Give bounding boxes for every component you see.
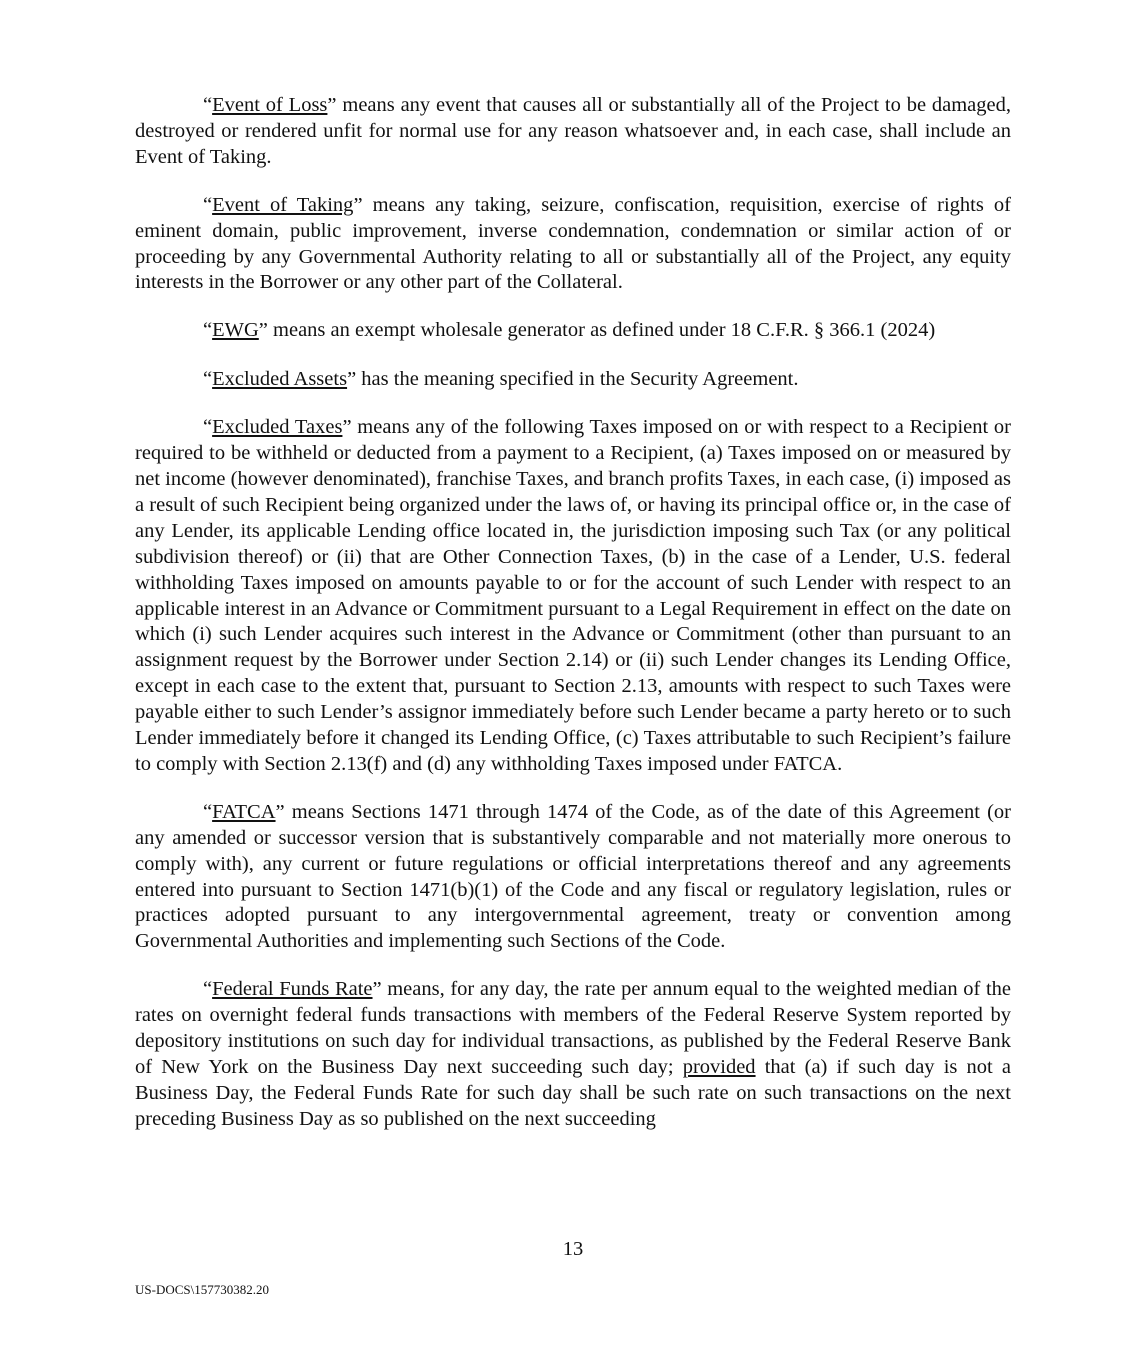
defined-term: FATCA bbox=[212, 800, 276, 823]
definition-text-continued: that (a) if such day is not a Business Day, the Federal Funds Rate for such day shall be such rate on such transactions on the next preceding Business Day as so published on the next succeeding bbox=[135, 1056, 1011, 1130]
close-quote: ” bbox=[372, 978, 382, 1001]
close-quote: ” bbox=[275, 800, 285, 823]
open-quote: “ bbox=[203, 368, 213, 391]
defined-term: Federal Funds Rate bbox=[212, 978, 373, 1001]
close-quote: ” bbox=[342, 416, 352, 439]
definition-federal-funds-rate bbox=[135, 977, 1011, 1132]
definition-text: means any event that causes all or substantially all of the Project to be damaged, destroyed or rendered unfit for normal use for any reason whatsoever and, in each case, shall include an Event of Taking. bbox=[135, 94, 1011, 168]
close-quote: ” bbox=[347, 368, 357, 391]
defined-term: Event of Loss bbox=[212, 94, 328, 116]
definition-text: means any taking, seizure, confiscation, requisition, exercise of rights of eminent domain, public improvement, inverse condemnation, condemnation or similar action of or proceeding by any Governmental Authority relating to all or substantially all of the Project, any equity interests in the Borrower or any other part of the Collateral. bbox=[135, 193, 1011, 294]
open-quote: “ bbox=[203, 978, 213, 1001]
definition-text: means, for any day, the rate per annum equal to the weighted median of the rates on overnight federal funds transactions with members of the Federal Reserve System reported by depository institutions on such day for individual transactions, as published by the Federal Reserve Bank of New York on the Business Day next succeeding such day; bbox=[135, 978, 1011, 1078]
definition-fatca bbox=[135, 800, 1011, 955]
definition-excluded-taxes bbox=[135, 415, 1011, 778]
document-body bbox=[135, 93, 1011, 1133]
open-quote: “ bbox=[203, 800, 213, 823]
close-quote: ” bbox=[327, 94, 337, 116]
definition-text: means any of the following Taxes imposed on or with respect to a Recipient or required to be withheld or deducted from a payment to a Recipient, (a) Taxes imposed on or measured by net income (however denominated), franchise Taxes, and branch profits Taxes, in each case, (i) imposed as a result of such Recipient being organized under the laws of, or having its principal office or, in the case of any Lender, its applicable Lending office located in, the jurisdiction imposing such Tax (or any political subdivision thereof) or (ii) that are Other Connection Taxes, (b) in the case of a Lender, U.S. federal withholding Taxes imposed on amounts payable to or for the account of such Lender with respect to an applicable interest in an Advance or Commitment pursuant to a Legal Requirement in effect on the date on which (i) such Lender acquires such interest in the Advance or Commitment (other than pursuant to an assignment request by the Borrower under Section 2.14) or (ii) such Lender changes its Lending Office, except in each case to the extent that, pursuant to Section 2.13, amounts with respect to such Taxes were payable either to such Lender’s assignor immediately before such Lender became a party hereto or to such Lender immediately before it changed its Lending Office, (c) Taxes attributable to such Recipient’s failure to comply with Section 2.13(f) and (d) any withholding Taxes imposed under FATCA. bbox=[135, 416, 1012, 775]
open-quote: “ bbox=[203, 94, 213, 116]
defined-term: Excluded Taxes bbox=[212, 416, 343, 439]
document-id-footer: US-DOCS\157730382.20 bbox=[135, 1282, 269, 1297]
defined-term: Excluded Assets bbox=[212, 368, 348, 391]
definition-ewg bbox=[135, 318, 1011, 344]
close-quote: ” bbox=[353, 193, 363, 216]
definition-excluded-assets bbox=[135, 367, 1011, 393]
page-number: 13 bbox=[562, 1238, 584, 1260]
definition-event-of-taking bbox=[135, 193, 1011, 297]
definition-text: has the meaning specified in the Security Agreement. bbox=[356, 368, 799, 391]
definition-text: means an exempt wholesale generator as defined under 18 C.F.R. § 366.1 (2024) bbox=[267, 319, 936, 342]
close-quote: ” bbox=[258, 319, 268, 342]
provided-keyword: provided bbox=[682, 1056, 756, 1078]
open-quote: “ bbox=[203, 319, 213, 342]
definition-text: means Sections 1471 through 1474 of the Code, as of the date of this Agreement (or any amended or successor version that is substantively comparable and not materially more onerous to comply with), any current or future regulations or official interpretations thereof and any agreements entered into pursuant to Section 1471(b)(1) of the Code and any fiscal or regulatory legislation, rules or practices adopted pursuant to any intergovernmental agreement, treaty or convention among Governmental Authorities and implementing such Sections of the Code. bbox=[135, 800, 1011, 953]
defined-term: EWG bbox=[212, 319, 259, 342]
definition-event-of-loss bbox=[135, 93, 1011, 171]
open-quote: “ bbox=[203, 416, 213, 439]
defined-term: Event of Taking bbox=[212, 193, 354, 216]
open-quote: “ bbox=[203, 193, 213, 216]
